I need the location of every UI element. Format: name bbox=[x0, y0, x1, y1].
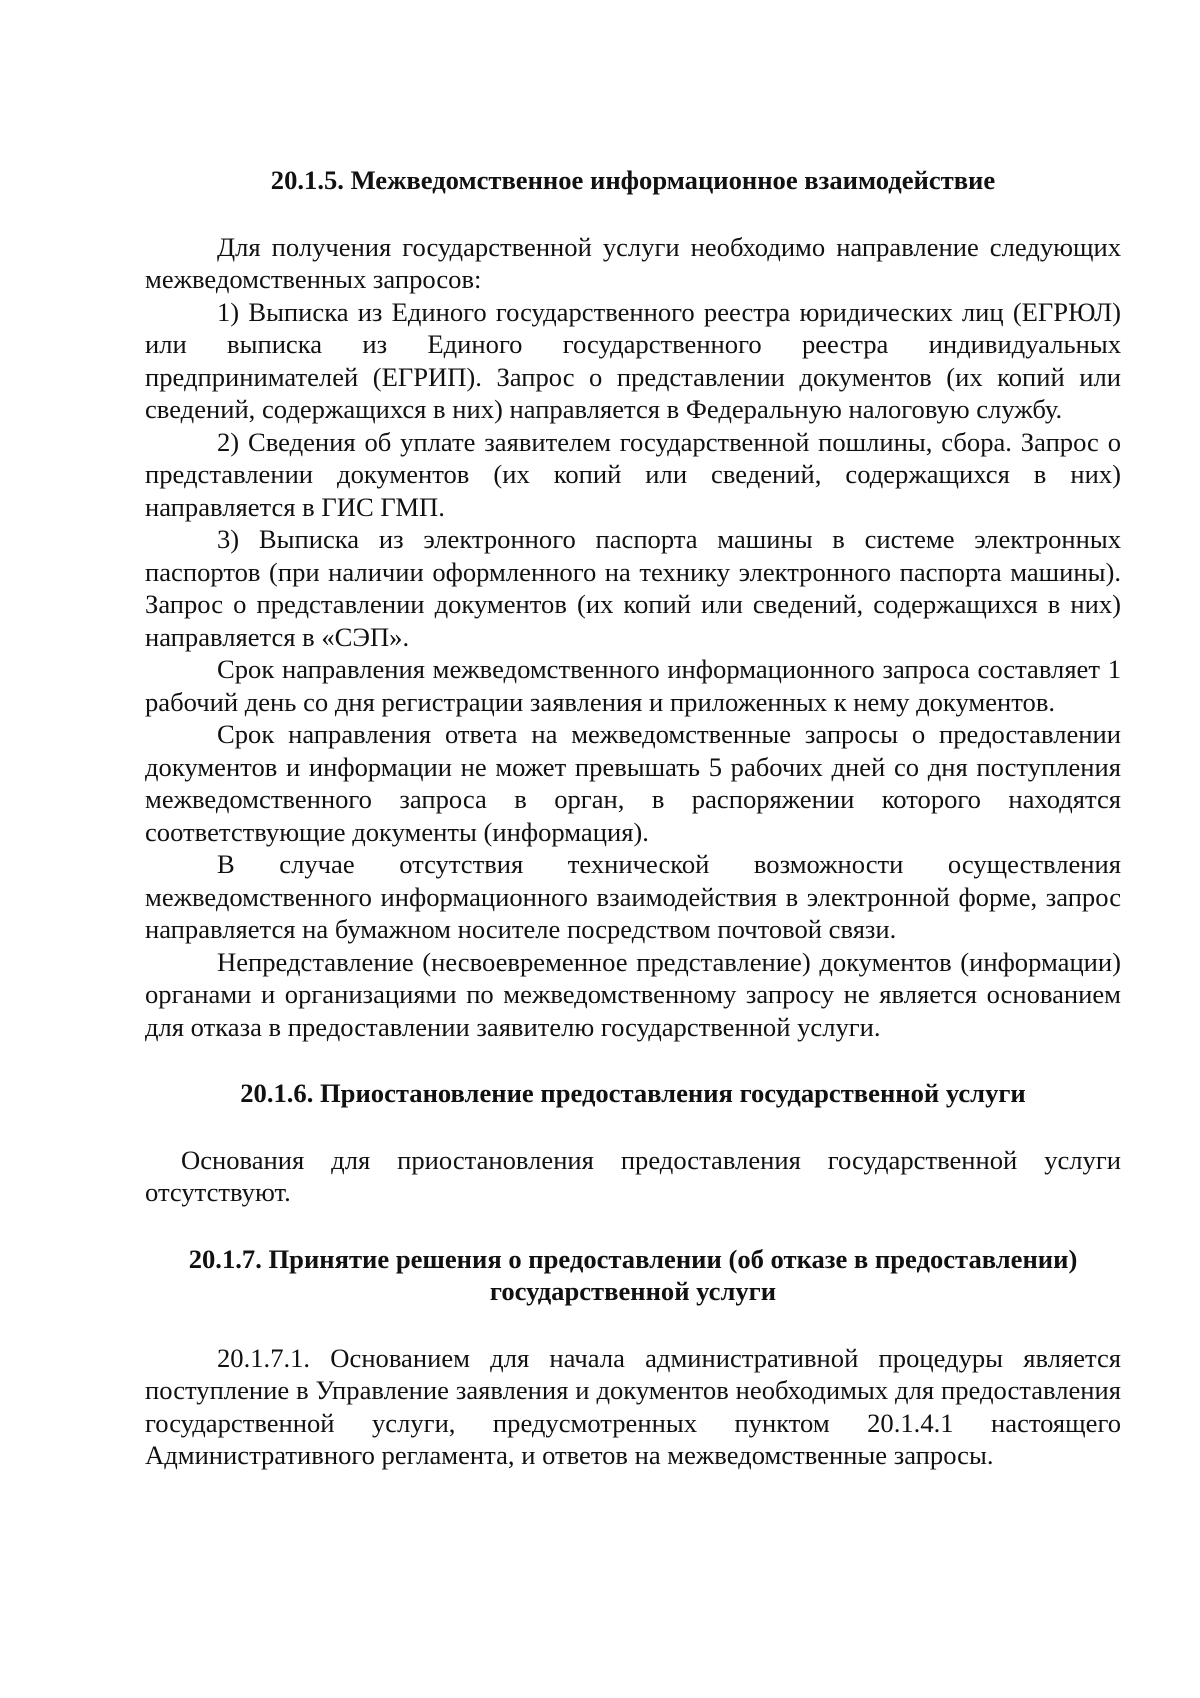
paragraph-non-submission: Непредставление (несвоевременное представление) документов (информации) органами и организациями по межведомственному запросу не является основанием для отказа в предоставлении заявителю государственной услуги. bbox=[145, 946, 1121, 1042]
section-heading-20-1-7-line1: 20.1.7. Принятие решения о предоставлении (об отказе в предоставлении) bbox=[188, 1243, 1078, 1274]
paragraph-item-1: 1) Выписка из Единого государственного реестра юридических лиц (ЕГРЮЛ) или выписка из Единого государственного реестра индивидуальных предпринимателей (ЕГРИП). Запрос о представлении документов (их копий или сведений, содержащихся в них) направляется в Федеральную налоговую службу. bbox=[145, 296, 1121, 424]
paragraph-item-2: 2) Сведения об уплате заявителем государственной пошлины, сбора. Запрос о представлении документов (их копий или сведений, содержащихся в них) направляется в ГИС ГМП. bbox=[145, 426, 1121, 522]
section-heading-20-1-7-line2: государственной услуги bbox=[489, 1276, 777, 1306]
paragraph-suspension: Основания для приостановления предоставления государственной услуги отсутствуют. bbox=[145, 1144, 1121, 1207]
paragraph-request-deadline: Срок направления межведомственного информационного запроса составляет 1 рабочий день со дня регистрации заявления и приложенных к нему документов. bbox=[145, 654, 1121, 717]
section-heading-20-1-7 bbox=[145, 1243, 1121, 1308]
paragraph-item-3: 3) Выписка из электронного паспорта машины в системе электронных паспортов (при наличии оформленного на технику электронного паспорта машины). Запрос о представлении документов (их копий или сведений, содержащихся в них) направляется в «СЭП». bbox=[145, 524, 1121, 652]
paragraph-paper-request: В случае отсутствия технической возможности осуществления межведомственного информационного взаимодействия в электронной форме, запрос направляется на бумажном носителе посредством почтовой связи. bbox=[145, 849, 1121, 944]
paragraph-intro: Для получения государственной услуги необходимо направление следующих межведомственных запросов: bbox=[145, 231, 1121, 294]
paragraph-20-1-7-1: 20.1.7.1. Основанием для начала административной процедуры является поступление в Управление заявления и документов необходимых для предоставления государственной услуги, предусмотренных пунктом 20.1.4.1 настоящего Административного регламента, и ответов на межведомственные запросы. bbox=[145, 1342, 1121, 1470]
section-heading-20-1-5: 20.1.5. Межведомственное информационное взаимодействие bbox=[270, 165, 996, 195]
document-page bbox=[145, 164, 1121, 1472]
paragraph-response-deadline: Срок направления ответа на межведомственные запросы о предоставлении документов и информации не может превышать 5 рабочих дней со дня поступления межведомственного запроса в орган, в распоряжении которого находятся соответствующие документы (информация). bbox=[145, 719, 1121, 847]
section-heading-20-1-6: 20.1.6. Приостановление предоставления государственной услуги bbox=[240, 1078, 1026, 1108]
